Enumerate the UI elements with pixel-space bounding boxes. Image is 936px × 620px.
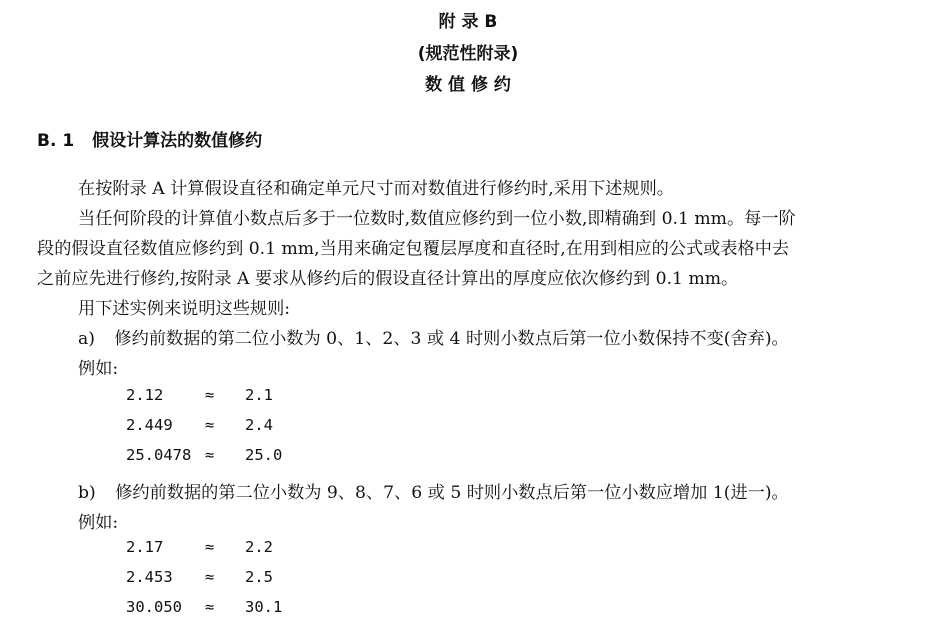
appendix-type: (规范性附录) — [417, 44, 519, 64]
paragraph: 用下述实例来说明这些规则: — [78, 299, 291, 319]
section-title: 假设计算法的数值修约 — [92, 131, 263, 151]
rule-label: b) — [78, 483, 96, 503]
rule-label: a) — [78, 329, 95, 349]
value-after: 25.0 — [245, 446, 283, 464]
section-heading — [37, 126, 262, 151]
value-before: 25.0478 — [126, 446, 192, 464]
example-label: 例如: — [78, 513, 119, 533]
value-before: 2.453 — [126, 568, 173, 586]
rule-text: 修约前数据的第二位小数为 9、8、7、6 或 5 时则小数点后第一位小数应增加 1(进一)。 — [115, 483, 789, 503]
paragraph: 在按附录 A 计算假设直径和确定单元尺寸而对数值进行修约时,采用下述规则。 — [78, 179, 674, 199]
approx-symbol: ≈ — [205, 416, 215, 434]
approx-symbol: ≈ — [205, 446, 215, 464]
value-before: 2.12 — [126, 386, 164, 404]
rule-text: 修约前数据的第二位小数为 0、1、2、3 或 4 时则小数点后第一位小数保持不变(舍弃)。 — [114, 329, 789, 349]
appendix-heading: 附 录 B — [438, 12, 498, 32]
appendix-title: 数 值 修 约 — [425, 75, 511, 95]
rule-item — [78, 324, 789, 349]
value-before: 2.17 — [126, 538, 164, 556]
paragraph: 之前应先进行修约,按附录 A 要求从修约后的假设直径计算出的厚度应依次修约到 0.1 mm。 — [37, 269, 739, 289]
value-after: 2.1 — [245, 386, 273, 404]
approx-symbol: ≈ — [205, 386, 215, 404]
value-after: 30.1 — [245, 598, 283, 616]
rule-item — [78, 478, 789, 503]
approx-symbol: ≈ — [205, 538, 215, 556]
value-after: 2.5 — [245, 568, 273, 586]
section-number: B. 1 — [37, 131, 75, 151]
example-label: 例如: — [78, 359, 119, 379]
value-after: 2.2 — [245, 538, 273, 556]
value-before: 2.449 — [126, 416, 173, 434]
value-before: 30.050 — [126, 598, 182, 616]
approx-symbol: ≈ — [205, 598, 215, 616]
approx-symbol: ≈ — [205, 568, 215, 586]
paragraph: 段的假设直径数值应修约到 0.1 mm,当用来确定包覆层厚度和直径时,在用到相应的公式或表格中去 — [37, 239, 790, 259]
paragraph: 当任何阶段的计算值小数点后多于一位数时,数值应修约到一位小数,即精确到 0.1 mm。每一阶 — [78, 209, 796, 229]
value-after: 2.4 — [245, 416, 273, 434]
